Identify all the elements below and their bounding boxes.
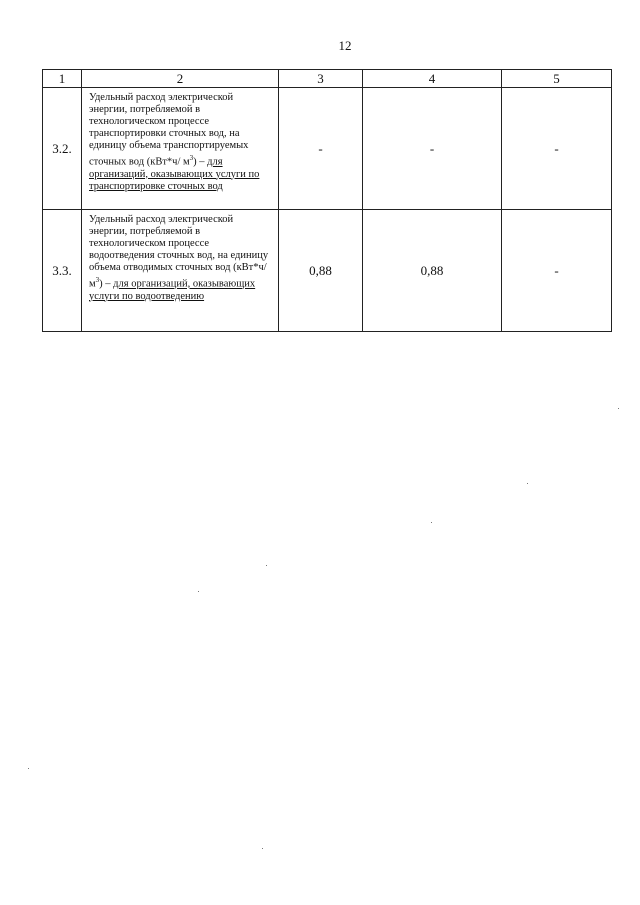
scan-speck xyxy=(28,768,29,769)
data-table xyxy=(42,69,612,332)
cell-col4: 0,88 xyxy=(363,210,502,332)
superscript: 3 xyxy=(95,276,100,284)
description-text: Удельный расход электрической энергии, потребляемой в технологическом процессе транспортировки сточных вод, на единицу объема транспортируемых сточных вод (кВт*ч/ м xyxy=(89,92,249,168)
row-description xyxy=(82,88,279,210)
table-header-row xyxy=(43,70,612,88)
description-tail: ) – xyxy=(193,156,208,168)
description-underlined: для организаций, оказывающих услуги по водоотведению xyxy=(89,278,256,302)
table-row xyxy=(43,210,612,332)
scan-speck xyxy=(266,565,267,566)
cell-col3: 0,88 xyxy=(279,210,363,332)
cell-col3: - xyxy=(279,88,363,210)
cell-col4: - xyxy=(363,88,502,210)
table-row xyxy=(43,88,612,210)
description-underlined: для организаций, оказывающих услуги по транспортировке сточных вод xyxy=(89,156,260,192)
row-description xyxy=(82,210,279,332)
superscript: 3 xyxy=(189,154,194,162)
scan-speck xyxy=(527,483,528,484)
scan-speck xyxy=(431,522,432,523)
column-header: 2 xyxy=(82,70,279,88)
row-number: 3.3. xyxy=(43,210,82,332)
column-header: 3 xyxy=(279,70,363,88)
description-tail: ) – xyxy=(99,278,114,290)
scan-speck xyxy=(262,848,263,849)
column-header: 4 xyxy=(363,70,502,88)
column-header: 1 xyxy=(43,70,82,88)
scan-speck xyxy=(198,591,199,592)
description-text: Удельный расход электрической энергии, потребляемой в технологическом процессе водоотведения сточных вод, на единицу объема отводимых сточных вод (кВт*ч/ м xyxy=(89,214,269,290)
column-header: 5 xyxy=(502,70,612,88)
page-number: 12 xyxy=(338,38,352,53)
scan-speck xyxy=(618,408,619,409)
cell-col5: - xyxy=(502,210,612,332)
row-number: 3.2. xyxy=(43,88,82,210)
cell-col5: - xyxy=(502,88,612,210)
